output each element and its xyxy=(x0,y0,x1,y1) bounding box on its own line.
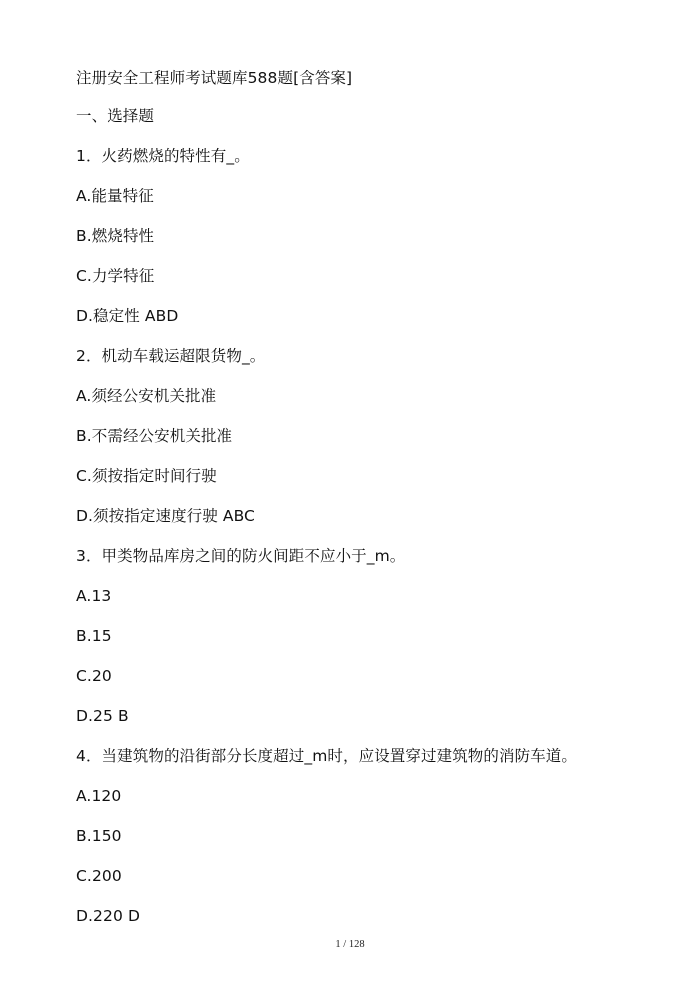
question-4-stem: 4．当建筑物的沿街部分长度超过_m时，应设置穿过建筑物的消防车道。 xyxy=(76,747,578,765)
document-content xyxy=(76,68,636,926)
question-3-option-d: D.25 B xyxy=(76,707,129,725)
question-4-option-b: B.150 xyxy=(76,827,122,845)
question-1-option-b: B.燃烧特性 xyxy=(76,227,155,245)
section-heading: 一、选择题 xyxy=(76,107,155,125)
question-3-stem: 3．甲类物品库房之间的防火间距不应小于_m。 xyxy=(76,547,406,565)
question-3-option-a: A.13 xyxy=(76,587,112,605)
question-3-option-c: C.20 xyxy=(76,667,112,685)
question-1-option-a: A.能量特征 xyxy=(76,187,154,205)
question-2-option-a: A.须经公安机关批准 xyxy=(76,387,217,405)
question-1-option-c: C.力学特征 xyxy=(76,267,155,285)
question-2-option-b: B.不需经公安机关批准 xyxy=(76,427,233,445)
question-3-option-b: B.15 xyxy=(76,627,112,645)
question-1-option-d: D.稳定性 ABD xyxy=(76,307,179,325)
question-4-option-a: A.120 xyxy=(76,787,122,805)
question-1-stem: 1．火药燃烧的特性有_。 xyxy=(76,147,250,165)
question-2-option-d: D.须按指定速度行驶 ABC xyxy=(76,507,255,525)
question-4-option-d: D.220 D xyxy=(76,907,141,925)
question-2-stem: 2．机动车载运超限货物_。 xyxy=(76,347,266,365)
question-2-option-c: C.须按指定时间行驶 xyxy=(76,467,217,485)
document-title: 注册安全工程师考试题库588题[含答案] xyxy=(76,69,353,87)
page-indicator: 1 / 128 xyxy=(335,939,365,950)
question-4-option-c: C.200 xyxy=(76,867,122,885)
